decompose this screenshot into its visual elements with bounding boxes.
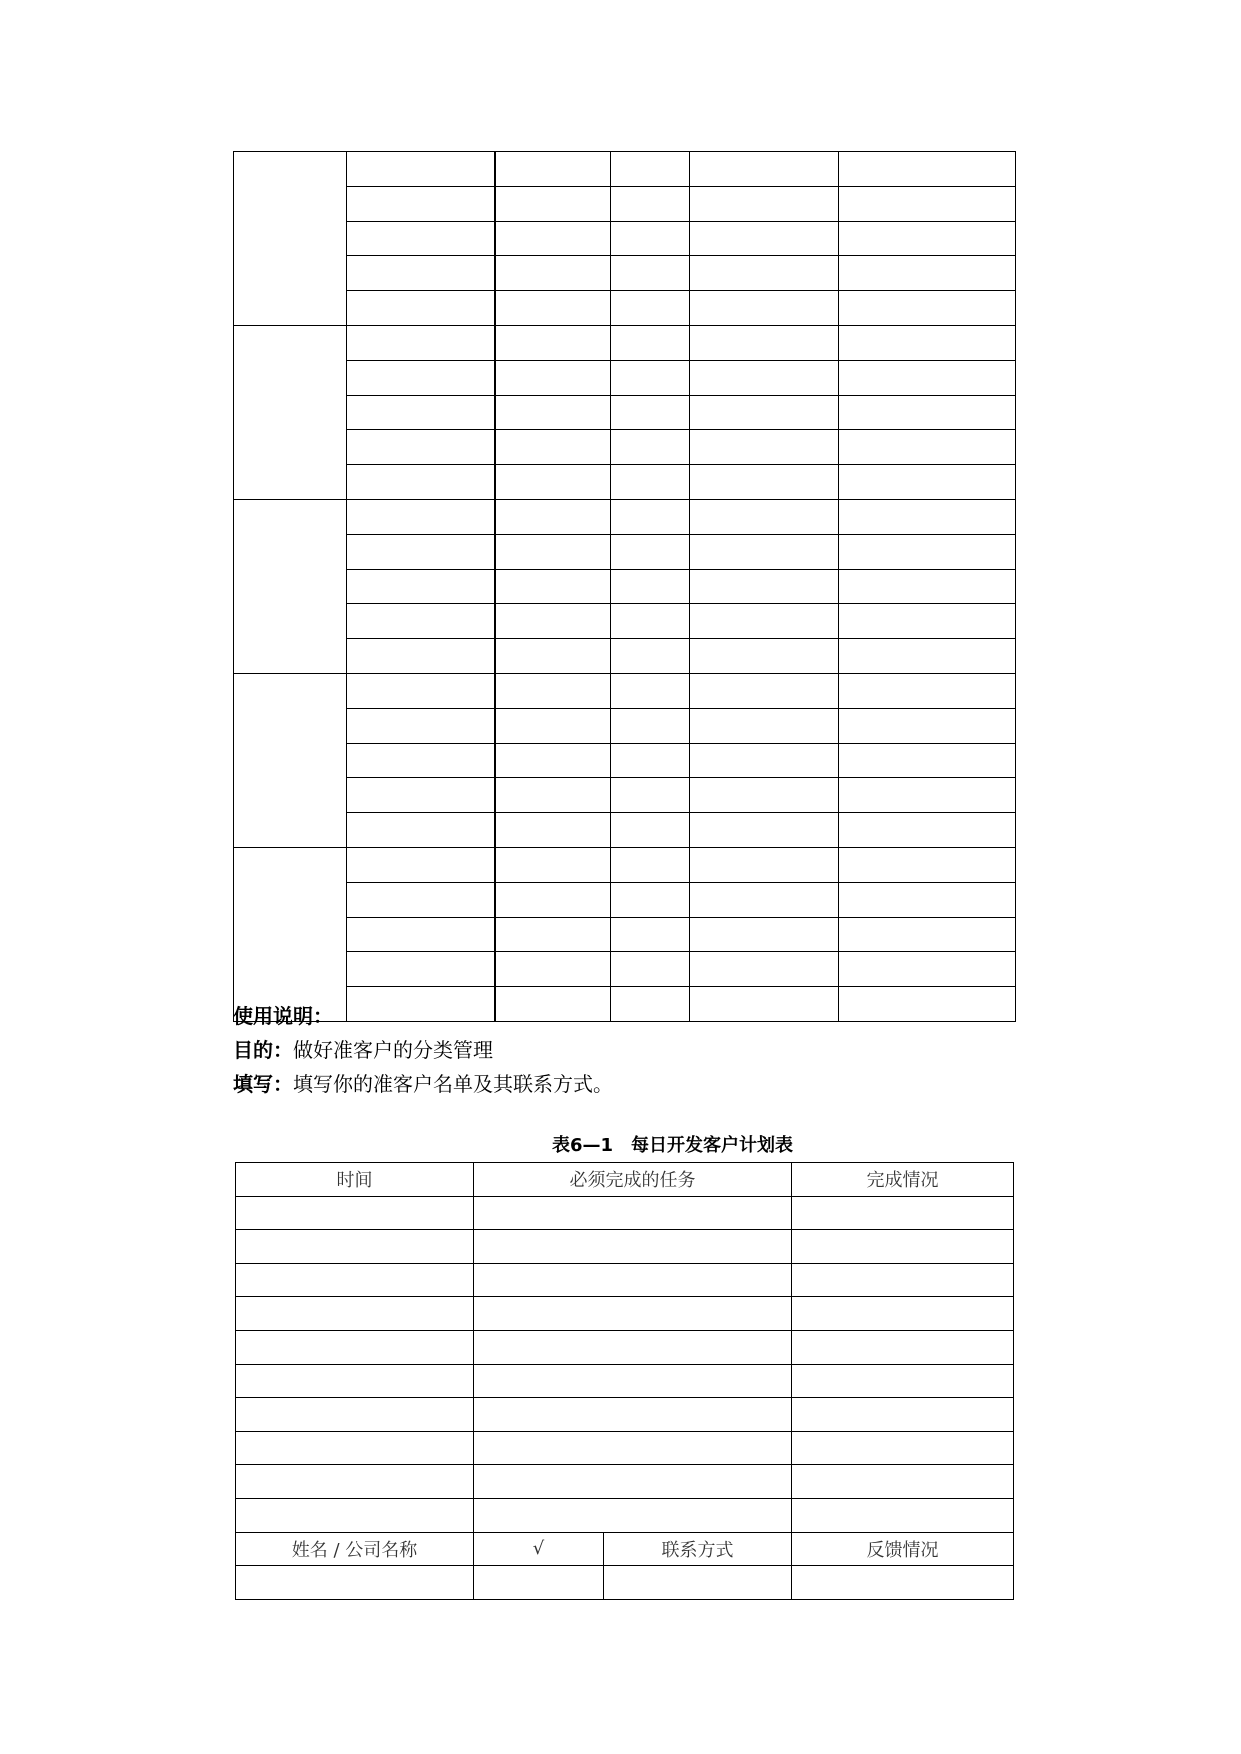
grid-cell[interactable] bbox=[690, 882, 839, 917]
grid-cell[interactable] bbox=[690, 499, 839, 534]
grid-cell[interactable] bbox=[690, 952, 839, 987]
grid-row bbox=[234, 325, 1016, 360]
grid-cell[interactable] bbox=[611, 430, 690, 465]
grid-cell[interactable] bbox=[495, 952, 611, 987]
grid-cell[interactable] bbox=[495, 882, 611, 917]
plan-row bbox=[236, 1196, 1014, 1230]
grid-cell[interactable] bbox=[690, 221, 839, 256]
time-cell[interactable] bbox=[236, 1498, 474, 1532]
grid-cell[interactable] bbox=[611, 604, 690, 639]
grid-cell[interactable] bbox=[611, 743, 690, 778]
grid-cell[interactable] bbox=[347, 813, 495, 848]
task-cell[interactable] bbox=[474, 1364, 792, 1398]
grid-cell[interactable] bbox=[839, 569, 1016, 604]
grid-cell[interactable] bbox=[495, 152, 611, 187]
grid-cell[interactable] bbox=[495, 291, 611, 326]
grid-cell[interactable] bbox=[690, 673, 839, 708]
grid-cell[interactable] bbox=[839, 847, 1016, 882]
status-cell[interactable] bbox=[792, 1498, 1014, 1532]
grid-cell[interactable] bbox=[690, 917, 839, 952]
grid-cell[interactable] bbox=[839, 499, 1016, 534]
grid-cell[interactable] bbox=[347, 639, 495, 674]
task-cell[interactable] bbox=[474, 1263, 792, 1297]
grid-cell[interactable] bbox=[495, 256, 611, 291]
grid-cell[interactable] bbox=[495, 395, 611, 430]
grid-cell[interactable] bbox=[690, 360, 839, 395]
grid-row bbox=[234, 639, 1016, 674]
grid-cell[interactable] bbox=[347, 221, 495, 256]
grid-row bbox=[234, 360, 1016, 395]
grid-cell[interactable] bbox=[495, 708, 611, 743]
task-cell[interactable] bbox=[474, 1196, 792, 1230]
time-cell[interactable] bbox=[236, 1398, 474, 1432]
header-check: √ bbox=[474, 1532, 604, 1566]
time-cell[interactable] bbox=[236, 1364, 474, 1398]
plan-row bbox=[236, 1431, 1014, 1465]
grid-cell[interactable] bbox=[690, 291, 839, 326]
group-cell[interactable] bbox=[234, 673, 347, 847]
plan-row bbox=[236, 1398, 1014, 1432]
grid-row bbox=[234, 569, 1016, 604]
grid-cell[interactable] bbox=[839, 325, 1016, 360]
header-contact-method: 联系方式 bbox=[604, 1532, 792, 1566]
grid-cell[interactable] bbox=[347, 847, 495, 882]
grid-cell[interactable] bbox=[611, 152, 690, 187]
grid-row bbox=[234, 882, 1016, 917]
grid-cell[interactable] bbox=[347, 917, 495, 952]
grid-cell[interactable] bbox=[495, 430, 611, 465]
header-status: 完成情况 bbox=[792, 1163, 1014, 1197]
grid-cell[interactable] bbox=[611, 569, 690, 604]
grid-cell[interactable] bbox=[690, 743, 839, 778]
grid-cell[interactable] bbox=[839, 152, 1016, 187]
grid-row bbox=[234, 604, 1016, 639]
grid-row bbox=[234, 465, 1016, 500]
grid-cell[interactable] bbox=[839, 430, 1016, 465]
grid-cell[interactable] bbox=[347, 152, 495, 187]
time-cell[interactable] bbox=[236, 1230, 474, 1264]
grid-cell[interactable] bbox=[495, 569, 611, 604]
grid-cell[interactable] bbox=[839, 534, 1016, 569]
grid-cell[interactable] bbox=[611, 639, 690, 674]
grid-cell[interactable] bbox=[690, 152, 839, 187]
grid-row bbox=[234, 917, 1016, 952]
daily-plan-table bbox=[235, 1162, 1014, 1600]
grid-row bbox=[234, 743, 1016, 778]
grid-cell[interactable] bbox=[347, 360, 495, 395]
grid-cell[interactable] bbox=[839, 917, 1016, 952]
plan-row bbox=[236, 1263, 1014, 1297]
grid-cell[interactable] bbox=[690, 325, 839, 360]
contact-cell[interactable] bbox=[604, 1566, 792, 1600]
grid-cell[interactable] bbox=[839, 778, 1016, 813]
grid-row bbox=[234, 430, 1016, 465]
task-cell[interactable] bbox=[474, 1465, 792, 1499]
grid-cell[interactable] bbox=[347, 778, 495, 813]
grid-cell[interactable] bbox=[839, 639, 1016, 674]
grid-cell[interactable] bbox=[839, 360, 1016, 395]
grid-cell[interactable] bbox=[839, 465, 1016, 500]
grid-cell[interactable] bbox=[611, 186, 690, 221]
grid-cell[interactable] bbox=[495, 465, 611, 500]
grid-cell[interactable] bbox=[611, 291, 690, 326]
grid-cell[interactable] bbox=[839, 882, 1016, 917]
grid-cell[interactable] bbox=[690, 186, 839, 221]
grid-row bbox=[234, 813, 1016, 848]
grid-cell[interactable] bbox=[495, 221, 611, 256]
grid-cell[interactable] bbox=[347, 534, 495, 569]
grid-cell[interactable] bbox=[611, 360, 690, 395]
status-cell[interactable] bbox=[792, 1398, 1014, 1432]
grid-cell[interactable] bbox=[611, 708, 690, 743]
grid-cell[interactable] bbox=[347, 743, 495, 778]
status-cell[interactable] bbox=[792, 1230, 1014, 1264]
grid-cell[interactable] bbox=[495, 673, 611, 708]
grid-cell[interactable] bbox=[495, 604, 611, 639]
time-cell[interactable] bbox=[236, 1263, 474, 1297]
grid-cell[interactable] bbox=[839, 743, 1016, 778]
grid-cell[interactable] bbox=[347, 465, 495, 500]
grid-cell[interactable] bbox=[690, 639, 839, 674]
time-cell[interactable] bbox=[236, 1465, 474, 1499]
task-cell[interactable] bbox=[474, 1297, 792, 1331]
status-cell[interactable] bbox=[792, 1330, 1014, 1364]
grid-cell[interactable] bbox=[347, 708, 495, 743]
grid-cell[interactable] bbox=[839, 604, 1016, 639]
grid-cell[interactable] bbox=[611, 917, 690, 952]
contact-cell[interactable] bbox=[236, 1566, 474, 1600]
time-cell[interactable] bbox=[236, 1431, 474, 1465]
purpose-text: 做好准客户的分类管理 bbox=[293, 1038, 493, 1062]
grid-cell[interactable] bbox=[690, 847, 839, 882]
grid-row bbox=[234, 221, 1016, 256]
status-cell[interactable] bbox=[792, 1431, 1014, 1465]
task-cell[interactable] bbox=[474, 1330, 792, 1364]
task-cell[interactable] bbox=[474, 1398, 792, 1432]
grid-cell[interactable] bbox=[495, 325, 611, 360]
grid-cell[interactable] bbox=[611, 813, 690, 848]
grid-cell[interactable] bbox=[495, 534, 611, 569]
grid-cell[interactable] bbox=[611, 395, 690, 430]
header-feedback: 反馈情况 bbox=[792, 1532, 1014, 1566]
header-time: 时间 bbox=[236, 1163, 474, 1197]
grid-cell[interactable] bbox=[611, 987, 690, 1022]
grid-row bbox=[234, 186, 1016, 221]
status-cell[interactable] bbox=[792, 1196, 1014, 1230]
group-cell[interactable] bbox=[234, 152, 347, 326]
grid-cell[interactable] bbox=[839, 673, 1016, 708]
grid-cell[interactable] bbox=[611, 499, 690, 534]
grid-cell[interactable] bbox=[611, 221, 690, 256]
grid-cell[interactable] bbox=[495, 360, 611, 395]
grid-cell[interactable] bbox=[611, 325, 690, 360]
grid-cell[interactable] bbox=[690, 604, 839, 639]
task-cell[interactable] bbox=[474, 1431, 792, 1465]
grid-row bbox=[234, 152, 1016, 187]
grid-cell[interactable] bbox=[839, 186, 1016, 221]
status-cell[interactable] bbox=[792, 1263, 1014, 1297]
grid-cell[interactable] bbox=[690, 569, 839, 604]
grid-cell[interactable] bbox=[347, 291, 495, 326]
plan-row bbox=[236, 1297, 1014, 1331]
grid-cell[interactable] bbox=[690, 813, 839, 848]
grid-cell[interactable] bbox=[611, 778, 690, 813]
grid-cell[interactable] bbox=[495, 639, 611, 674]
grid-cell[interactable] bbox=[839, 221, 1016, 256]
grid-cell[interactable] bbox=[839, 952, 1016, 987]
grid-row bbox=[234, 952, 1016, 987]
grid-cell[interactable] bbox=[495, 186, 611, 221]
grid-cell[interactable] bbox=[690, 708, 839, 743]
status-cell[interactable] bbox=[792, 1364, 1014, 1398]
header-task: 必须完成的任务 bbox=[474, 1163, 792, 1197]
grid-cell[interactable] bbox=[611, 534, 690, 569]
time-cell[interactable] bbox=[236, 1196, 474, 1230]
plan-row bbox=[236, 1330, 1014, 1364]
grid-row bbox=[234, 847, 1016, 882]
grid-row bbox=[234, 499, 1016, 534]
grid-cell[interactable] bbox=[495, 743, 611, 778]
grid-cell[interactable] bbox=[347, 499, 495, 534]
grid-cell[interactable] bbox=[495, 917, 611, 952]
grid-row bbox=[234, 673, 1016, 708]
table-caption bbox=[0, 1131, 1241, 1157]
grid-cell[interactable] bbox=[347, 395, 495, 430]
time-cell[interactable] bbox=[236, 1330, 474, 1364]
grid-cell[interactable] bbox=[839, 291, 1016, 326]
grid-cell[interactable] bbox=[611, 882, 690, 917]
grid-cell[interactable] bbox=[347, 882, 495, 917]
grid-row bbox=[234, 778, 1016, 813]
grid-row bbox=[234, 395, 1016, 430]
grid-cell[interactable] bbox=[839, 987, 1016, 1022]
fill-text: 填写你的准客户名单及其联系方式。 bbox=[293, 1072, 613, 1096]
grid-cell[interactable] bbox=[839, 813, 1016, 848]
purpose-label: 目的： bbox=[233, 1038, 293, 1062]
contact-header-row bbox=[236, 1532, 1014, 1566]
grid-cell[interactable] bbox=[347, 325, 495, 360]
fill-label: 填写： bbox=[233, 1072, 293, 1096]
grid-cell[interactable] bbox=[611, 952, 690, 987]
status-cell[interactable] bbox=[792, 1297, 1014, 1331]
plan-row bbox=[236, 1465, 1014, 1499]
group-cell[interactable] bbox=[234, 847, 347, 1021]
grid-cell[interactable] bbox=[839, 708, 1016, 743]
grid-cell[interactable] bbox=[347, 569, 495, 604]
grid-cell[interactable] bbox=[611, 673, 690, 708]
contact-cell[interactable] bbox=[474, 1566, 604, 1600]
grid-cell[interactable] bbox=[347, 604, 495, 639]
prospect-grid-table bbox=[233, 151, 1016, 1022]
group-cell[interactable] bbox=[234, 499, 347, 673]
grid-cell[interactable] bbox=[690, 778, 839, 813]
contact-row bbox=[236, 1566, 1014, 1600]
grid-row bbox=[234, 708, 1016, 743]
grid-cell[interactable] bbox=[495, 847, 611, 882]
grid-cell[interactable] bbox=[611, 256, 690, 291]
grid-cell[interactable] bbox=[690, 256, 839, 291]
plan-row bbox=[236, 1498, 1014, 1532]
contact-cell[interactable] bbox=[792, 1566, 1014, 1600]
grid-cell[interactable] bbox=[839, 395, 1016, 430]
plan-header-row bbox=[236, 1163, 1014, 1197]
task-cell[interactable] bbox=[474, 1498, 792, 1532]
group-cell[interactable] bbox=[234, 325, 347, 499]
plan-row bbox=[236, 1230, 1014, 1264]
grid-cell[interactable] bbox=[690, 395, 839, 430]
grid-cell[interactable] bbox=[690, 534, 839, 569]
grid-cell[interactable] bbox=[347, 430, 495, 465]
grid-cell[interactable] bbox=[347, 256, 495, 291]
grid-cell[interactable] bbox=[690, 430, 839, 465]
table-caption-text: 表6—1 每日开发客户计划表 bbox=[551, 1135, 794, 1156]
header-name-company: 姓名 / 公司名称 bbox=[236, 1532, 474, 1566]
usage-notes bbox=[233, 999, 613, 1101]
grid-cell[interactable] bbox=[347, 673, 495, 708]
grid-cell[interactable] bbox=[690, 987, 839, 1022]
grid-row bbox=[234, 291, 1016, 326]
plan-row bbox=[236, 1364, 1014, 1398]
grid-cell[interactable] bbox=[495, 499, 611, 534]
grid-cell[interactable] bbox=[839, 256, 1016, 291]
grid-cell[interactable] bbox=[690, 465, 839, 500]
grid-cell[interactable] bbox=[347, 952, 495, 987]
grid-row bbox=[234, 534, 1016, 569]
grid-cell[interactable] bbox=[495, 813, 611, 848]
grid-cell[interactable] bbox=[495, 778, 611, 813]
grid-cell[interactable] bbox=[611, 465, 690, 500]
grid-row bbox=[234, 256, 1016, 291]
status-cell[interactable] bbox=[792, 1465, 1014, 1499]
grid-cell[interactable] bbox=[611, 847, 690, 882]
time-cell[interactable] bbox=[236, 1297, 474, 1331]
task-cell[interactable] bbox=[474, 1230, 792, 1264]
notes-heading: 使用说明： bbox=[233, 1004, 333, 1028]
grid-cell[interactable] bbox=[347, 186, 495, 221]
